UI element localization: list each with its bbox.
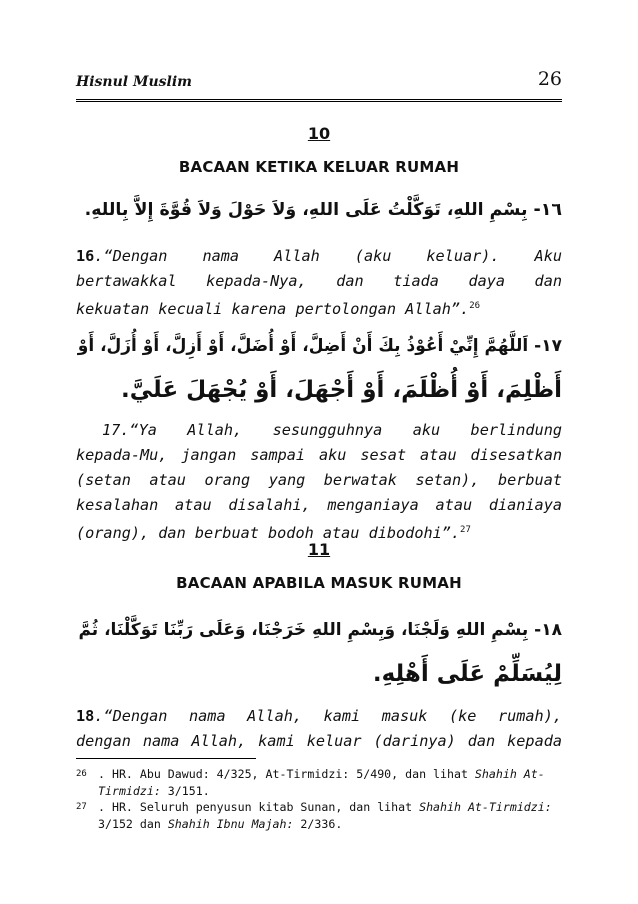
translation-line: kepada-Mu, jangan sampai aku sesat atau disesatkan [76, 446, 562, 464]
arabic-dua-16 [76, 188, 562, 232]
book-title: Hisnul Muslim [76, 74, 192, 90]
footnote-ref: 27 [460, 525, 471, 535]
footnotes [76, 766, 562, 832]
section-heading-11: BACAAN APABILA MASUK RUMAH [176, 574, 462, 592]
arabic-line: أَظْلِمَ، أَوْ أُظْلَمَ، أَوْ أَجْهَلَ، أَوْ يُجْهَلَ عَلَيَّ. [121, 377, 562, 403]
translation-line: kesalahan atau disalahi, menganiaya atau dianiaya [76, 496, 562, 514]
translation-18 [76, 704, 562, 754]
footnote-line: . HR. Abu Dawud: 4/325, At-Tirmidzi: 5/490, dan lihat Shahih At- [98, 767, 545, 781]
translation-line: dengan nama Allah, kami keluar (darinya) dan kepada [76, 732, 562, 750]
section-heading-10: BACAAN KETIKA KELUAR RUMAH [178, 158, 460, 176]
footnote-mark: 26 [76, 769, 87, 779]
translation-line: (orang), dan berbuat bodoh atau dibodohi”.$^{27}$ [76, 524, 471, 543]
running-header [76, 66, 562, 106]
footnote-ref: 26 [469, 301, 481, 311]
footnote-27 [76, 799, 562, 832]
translation-line: 16.“Dengan nama Allah (aku keluar). Aku [76, 247, 562, 265]
section-number-10: 10 [307, 124, 331, 143]
footnote-line: . HR. Seluruh penyusun kitab Sunan, dan lihat Shahih At-Tirmidzi: [98, 800, 552, 814]
footnote-26 [76, 766, 562, 799]
footnote-line: Tirmidzi: 3/151. [98, 783, 210, 798]
arabic-line: ١٨- بِسْمِ اللهِ وَلَجْنَا، وَبِسْمِ اللهِ خَرَجْنَا، وَعَلَى رَبِّنَا تَوَكَّلْنَا، ثُمَّ [78, 620, 562, 640]
translation-line: bertawakkal kepada-Nya, dan tiada daya dan [76, 272, 562, 290]
translation-line: 18.“Dengan nama Allah, kami masuk (ke rumah), [76, 707, 562, 725]
footnote-line: 3/152 dan Shahih Ibnu Majah: 2/336. [98, 816, 343, 831]
footnote-mark: 27 [76, 802, 87, 812]
arabic-line: ١٦- بِسْمِ اللهِ، تَوَكَّلْتُ عَلَى اللهِ، وَلاَ حَوْلَ وَلاَ قُوَّةَ إِلاَّ بِاللهِ. [84, 200, 562, 220]
page-number: 26 [537, 68, 562, 90]
header-rule [76, 99, 562, 102]
arabic-line: ١٧- اَللَّهُمَّ إِنِّيْ أَعُوْذُ بِكَ أَنْ أَضِلَّ، أَوْ أُضَلَّ، أَوْ أَزِلَّ، أَوْ أُزَلَّ، أَوْ [77, 336, 562, 356]
translation-16 [76, 244, 562, 319]
translation-line: kekuatan kecuali karena pertolongan Allah”.$^{26}$ [76, 300, 481, 319]
translation-line: (setan atau orang yang berwatak setan), berbuat [76, 471, 562, 489]
arabic-line: لِيُسَلِّمْ عَلَى أَهْلِهِ. [372, 661, 562, 687]
footnote-rule [76, 758, 256, 759]
translation-line: 17.“Ya Allah, sesungguhnya aku berlindung [102, 421, 562, 439]
section-number-11: 11 [307, 540, 331, 559]
arabic-dua-17 [76, 324, 562, 412]
arabic-dua-18 [76, 608, 562, 696]
hadith-number: 18 [76, 707, 95, 725]
translation-17 [76, 418, 562, 543]
hadith-number: 16 [76, 247, 95, 265]
